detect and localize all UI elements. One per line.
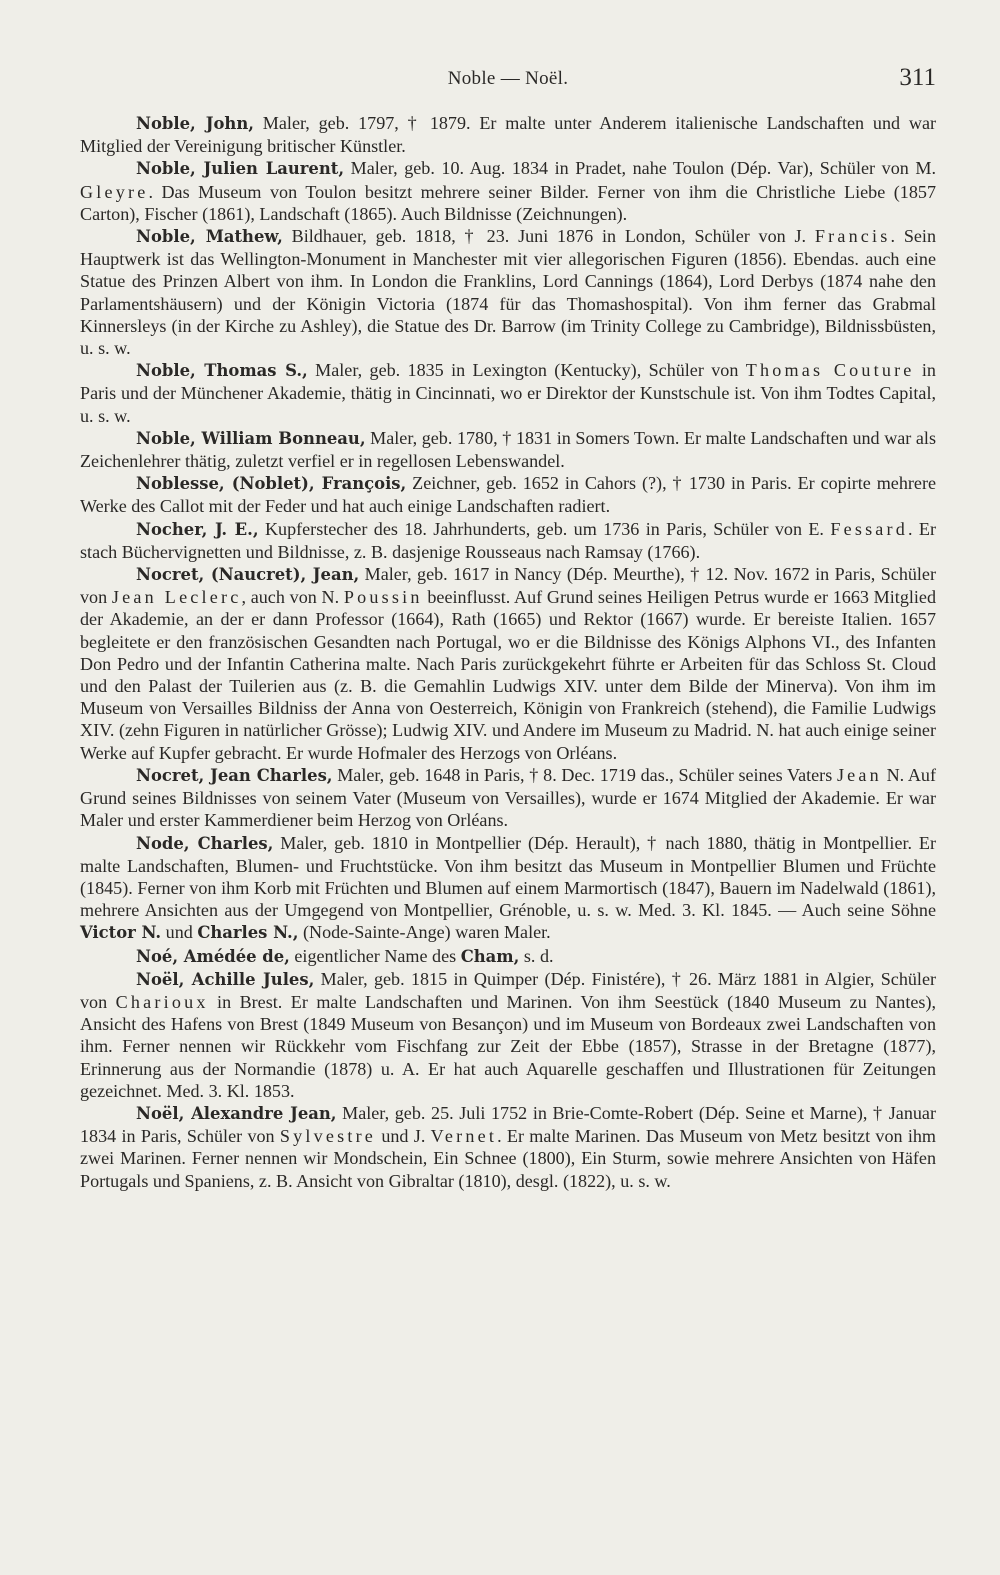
entry-text: beeinflusst. Auf Grund seines Heiligen Petrus wurde er 1663 Mitglied der Akademie, an der er dann Professor (1664), Rath (1665) und Rektor (1667) wurde. Er bereiste Italien. 1657 begleitete er den französischen Gesandten nach Portugal, wo er die Bildnisse des Königs Alphons VI., des Infanten Don Pedro und der Infantin Catherina malte. Nach Paris zurückgekehrt führte er Arbeiten für das Schloss St. Cloud und den Palast der Tuilerien aus (z. B. die Gemahlin Ludwigs XIV. unter dem Bilde der Minerva). Von ihm im Museum von Versailles Bildniss der Anna von Oesterreich, Königin von Frankreich (stehend), die Familie Ludwigs XIV. (zehn Figuren in natürlicher Grösse); Ludwig XIV. und Andere im Museum zu Madrid. N. hat auch einige seiner Werke auf Kupfer gebracht. Er wurde Hofmaler des Herzogs von Orléans. [80, 587, 936, 763]
entry-text: Maler, geb. 1810 in Montpellier (Dép. Herault), † nach 1880, thätig in Montpellier. Er malte Landschaften, Blumen- und Fruchtstücke. Von ihm besitzt das Museum in Montpellier Blumen und Früchte (1845). Ferner von ihm Korb mit Früchten und Blumen auf einem Marmortisch (1847), Bauern im Nadelwald (1861), mehrere Ansichten aus der Umgegend von Montpellier, Grénoble, u. s. w. Med. 3. Kl. 1845. — Auch seine Söhne [80, 832, 936, 921]
bold-name: Cham, [460, 946, 520, 966]
entry-text: Maler, geb. 25. Juli 1752 in Brie-Comte-Robert (Dép. Seine et Marne), † Januar 1834 in Paris, Schüler von [80, 1102, 936, 1147]
spaced-name: Poussin [343, 587, 423, 608]
entry-text: in Paris und der Münchener Akademie, thätig in Cincinnati, wo er Direktor der Kunstschule ist. Von ihm Todtes Capital, u. s. w. [80, 360, 936, 426]
spaced-name: Jean [836, 764, 882, 785]
entry-text: Maler, geb. 1815 in Quimper (Dép. Finistére), † 26. März 1881 in Algier, Schüler von [80, 968, 936, 1012]
spaced-name: Thomas Couture [745, 360, 915, 381]
entry-text: N. Auf Grund seines Bildnisses von seinem Vater (Museum von Versailles), wurde er 1674 Mitglied der Akademie. Er war Maler und erster Kammerdiener beim Herzog von Orléans. [80, 764, 936, 831]
spaced-name: Gleyre [80, 181, 149, 202]
entry-text: in Brest. Er malte Landschaften und Marinen. Von ihm Seestück (1840 Museum zu Nantes), Ansicht des Hafens von Brest (1849 Museum von Besançon) und im Museum von Bordeaux zwei Landschaften von ihm. Ferner nennen wir Rückkehr vom Fischfang zur Zeit der Ebbe (1857), Strasse in der Bretagne (1877), Erinnerung aus der Normandie (1878) u. A. Er hat auch Aquarelle geschaffen und Illustrationen für Zeitungen gezeichnet. Med. 3. Kl. 1853. [80, 991, 936, 1101]
entry-text: Maler, geb. 10. Aug. 1834 in Pradet, nahe Toulon (Dép. Var), Schüler von M. [344, 158, 936, 179]
running-title: Noble — Noël. [447, 68, 569, 89]
spaced-name: Vernet [430, 1126, 498, 1147]
entry-heading: Node, Charles, [136, 833, 274, 853]
spaced-name: Sylvestre [279, 1126, 377, 1147]
spaced-name: Fessard [830, 518, 909, 539]
entry-heading: Nocret, Jean Charles, [136, 765, 333, 785]
entry-heading: Noël, Achille Jules, [136, 969, 315, 989]
entry-text: Maler, geb. 1617 in Nancy (Dép. Meurthe), † 12. Nov. 1672 in Paris, Schüler von [80, 564, 936, 608]
entry-text: Kupferstecher des 18. Jahrhunderts, geb. um 1736 in Paris, Schüler von E. [258, 518, 831, 539]
page-body [80, 112, 936, 1192]
bold-name: Victor N. [80, 923, 162, 943]
entry-text: . Er stach Büchervignetten und Bildnisse, z. B. dasjenige Rousseaus nach Ramsay (1766). [80, 518, 936, 562]
entry-heading: Noble, Thomas S., [136, 361, 308, 381]
spaced-name: Francis [814, 226, 891, 247]
entry-heading: Nocret, (Naucret), Jean, [136, 565, 360, 585]
entry-text: , auch von N. [241, 587, 344, 608]
entry-text: . Er malte Marinen. Das Museum von Metz besitzt von ihm zwei Marinen. Ferner nennen wir Mondschein, Ein Schnee (1800), Ein Sturm, sowie mehrere Ansichten von Häfen Portugals und Spaniens, z. B. Ansicht von Gibraltar (1810), desgl. (1822), u. s. w. [80, 1126, 936, 1191]
entry-heading: Noble, William Bonneau, [136, 428, 366, 448]
entry-text: und J. [376, 1126, 431, 1147]
spaced-name: Jean Leclerc [111, 587, 242, 608]
entry-noel-achille-jules [80, 968, 936, 1102]
entry-noble-julien-laurent [80, 157, 936, 225]
bold-name: Charles N., [197, 923, 299, 943]
entry-noe-amedee [80, 945, 936, 968]
entry-text: und [161, 922, 198, 943]
entry-heading: Noé, Amédée de, [136, 946, 290, 966]
entry-noel-alexandre-jean [80, 1102, 936, 1192]
entry-text: (Node-Sainte-Ange) waren Maler. [298, 922, 551, 943]
spaced-name: Charioux [115, 991, 209, 1012]
page-header [80, 64, 936, 98]
entry-text: Bildhauer, geb. 1818, † 23. Juni 1876 in London, Schüler von J. [282, 226, 815, 247]
entry-text: . Sein Hauptwerk ist das Wellington-Monument in Manchester mit vier allegorischen Figuren (1856). Ebendas. auch eine Statue des Prinzen Albert von ihm. In London die Franklins, Lord Cannings (1864), Lord Derbys (1874 nahe den Parlamentshäusern) und der Königin Victoria (1874 für das Thomashospital). Von ihm ferner das Grabmal Kinnersleys (in der Kirche zu Ashley), die Statue des Dr. Barrow (im Trinity College zu Cambridge), Bildnissbüsten, u. s. w. [80, 226, 936, 359]
entry-nocret-jean [80, 563, 936, 764]
entry-heading: Noël, Alexandre Jean, [136, 1103, 337, 1123]
page-number: 311 [899, 64, 936, 91]
entry-nocher-j-e [80, 518, 936, 563]
entry-heading: Noblesse, (Noblet), François, [136, 474, 407, 494]
entry-text: Maler, geb. 1797, † 1879. Er malte unter Anderem italienische Landschaften und war Mitglied der Vereinigung britischer Künstler. [80, 113, 937, 157]
entry-heading: Nocher, J. E., [136, 519, 259, 539]
entry-heading: Noble, Mathew, [136, 227, 283, 247]
entry-noble-mathew [80, 225, 936, 359]
entry-noble-john [80, 112, 936, 157]
entry-heading: Noble, Julien Laurent, [136, 159, 345, 179]
entry-text: Zeichner, geb. 1652 in Cahors (?), † 1730 in Paris. Er copirte mehrere Werke des Callot mit der Feder und hat auch einige Landschaften radiert. [80, 473, 936, 517]
entry-text: s. d. [519, 945, 554, 966]
entry-noble-thomas [80, 359, 936, 427]
entry-noblesse-francois [80, 472, 936, 517]
entry-noble-william-bonneau [80, 427, 936, 472]
entry-text: Maler, geb. 1835 in Lexington (Kentucky), Schüler von [307, 360, 746, 381]
entry-nocret-jean-charles [80, 764, 936, 832]
entry-text: . Das Museum von Toulon besitzt mehrere seiner Bilder. Ferner von ihm die Christliche Liebe (1857 Carton), Fischer (1861), Landschaft (1865). Auch Bildnisse (Zeichnungen). [80, 181, 936, 224]
entry-text: eigentlicher Name des [289, 945, 461, 966]
entry-node-charles [80, 832, 936, 945]
entry-text: Maler, geb. 1648 in Paris, † 8. Dec. 1719 das., Schüler seines Vaters [332, 764, 837, 785]
entry-text: Maler, geb. 1780, † 1831 in Somers Town. Er malte Landschaften und war als Zeichenlehrer thätig, zuletzt verfiel er in regellosen Lebenswandel. [80, 427, 936, 472]
entry-heading: Noble, John, [136, 114, 254, 133]
